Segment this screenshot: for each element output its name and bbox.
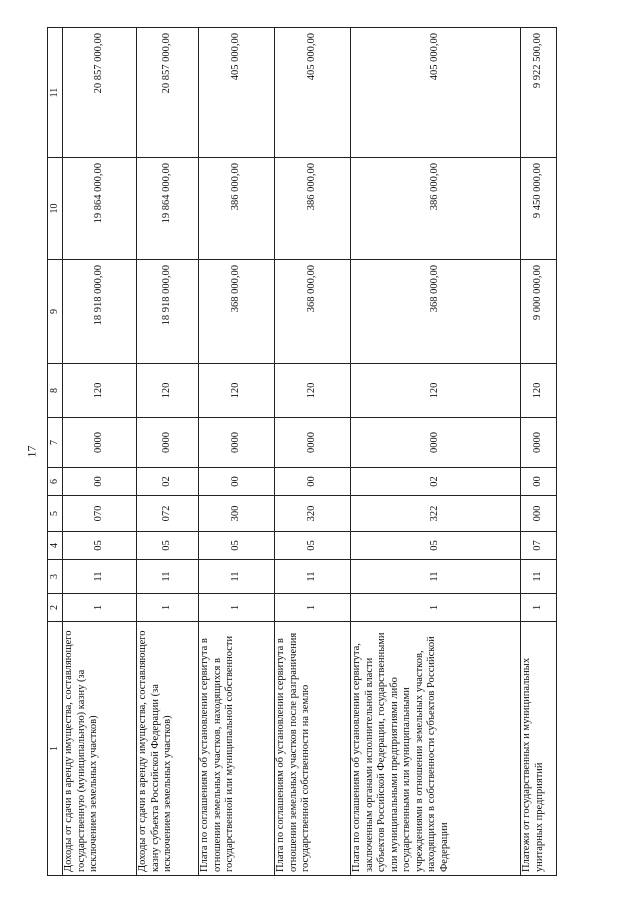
amount-cell: 18 918 000,00 [137,260,199,364]
amount-cell: 368 000,00 [275,260,351,364]
cell: 072 [137,496,199,532]
cell: 1 [199,594,275,622]
header-cell: 2 [48,594,63,622]
amount-cell: 405 000,00 [351,28,521,158]
table-row [521,28,557,876]
cell: 070 [63,496,137,532]
header-row [48,28,63,876]
cell: 00 [275,468,351,496]
row-name: Платежи от государственных и муниципальных унитарных предприятий [521,622,557,876]
cell: 120 [521,364,557,418]
cell: 05 [137,532,199,560]
revenue-table [47,27,557,876]
row-name: Доходы от сдачи в аренду имущества, составляющего казну субъекта Российской Федерации (за исключением земельных участков) [137,622,199,876]
cell: 0000 [351,418,521,468]
rotated-table-container [47,28,557,876]
header-cell: 1 [48,622,63,876]
cell: 322 [351,496,521,532]
amount-cell: 386 000,00 [199,158,275,260]
table-row [137,28,199,876]
amount-cell: 368 000,00 [199,260,275,364]
cell: 0000 [137,418,199,468]
cell: 05 [275,532,351,560]
amount-cell: 368 000,00 [351,260,521,364]
header-cell: 6 [48,468,63,496]
cell: 000 [521,496,557,532]
cell: 11 [137,560,199,594]
cell: 0000 [199,418,275,468]
header-cell: 9 [48,260,63,364]
cell: 00 [521,468,557,496]
cell: 320 [275,496,351,532]
amount-cell: 9 922 500,00 [521,28,557,158]
cell: 300 [199,496,275,532]
amount-cell: 9 000 000,00 [521,260,557,364]
header-cell: 10 [48,158,63,260]
amount-cell: 19 864 000,00 [63,158,137,260]
cell: 11 [521,560,557,594]
header-cell: 4 [48,532,63,560]
cell: 120 [275,364,351,418]
cell: 1 [521,594,557,622]
cell: 05 [199,532,275,560]
header-cell: 3 [48,560,63,594]
header-cell: 7 [48,418,63,468]
amount-cell: 20 857 000,00 [63,28,137,158]
cell: 0000 [63,418,137,468]
amount-cell: 405 000,00 [275,28,351,158]
amount-cell: 386 000,00 [351,158,521,260]
cell: 11 [351,560,521,594]
amount-cell: 20 857 000,00 [137,28,199,158]
cell: 07 [521,532,557,560]
cell: 00 [63,468,137,496]
cell: 120 [351,364,521,418]
header-cell: 8 [48,364,63,418]
cell: 1 [351,594,521,622]
cell: 120 [63,364,137,418]
cell: 11 [199,560,275,594]
cell: 120 [137,364,199,418]
cell: 120 [199,364,275,418]
table-row [199,28,275,876]
row-name: Плата по соглашениям об установлении сервитута, заключенным органами исполнительной власти субъектов Российской Федерации, государственными или муниципальными предприятиями либо государственными или муниципальными учреждениями в отношении земельных участков, находящихся в собственности субъектов Российской Федерации [351,622,521,876]
table-row [63,28,137,876]
cell: 11 [63,560,137,594]
row-name: Доходы от сдачи в аренду имущества, составляющего государственную (муниципальную) казну (за исключением земельных участков) [63,622,137,876]
cell: 05 [63,532,137,560]
amount-cell: 18 918 000,00 [63,260,137,364]
cell: 00 [199,468,275,496]
table-row [351,28,521,876]
cell: 11 [275,560,351,594]
cell: 02 [137,468,199,496]
row-name: Плата по соглашениям об установлении сервитута в отношении земельных участков, находящихся в государственной или муниципальной собственности [199,622,275,876]
amount-cell: 386 000,00 [275,158,351,260]
row-name: Плата по соглашениям об установлении сервитута в отношении земельных участков после разграничения государственной собственности на землю [275,622,351,876]
cell: 1 [63,594,137,622]
header-cell: 5 [48,496,63,532]
cell: 0000 [521,418,557,468]
amount-cell: 19 864 000,00 [137,158,199,260]
table-row [275,28,351,876]
header-cell: 11 [48,28,63,158]
cell: 05 [351,532,521,560]
cell: 1 [137,594,199,622]
cell: 1 [275,594,351,622]
amount-cell: 9 450 000,00 [521,158,557,260]
amount-cell: 405 000,00 [199,28,275,158]
cell: 0000 [275,418,351,468]
cell: 02 [351,468,521,496]
page-number: 17 [24,445,39,458]
